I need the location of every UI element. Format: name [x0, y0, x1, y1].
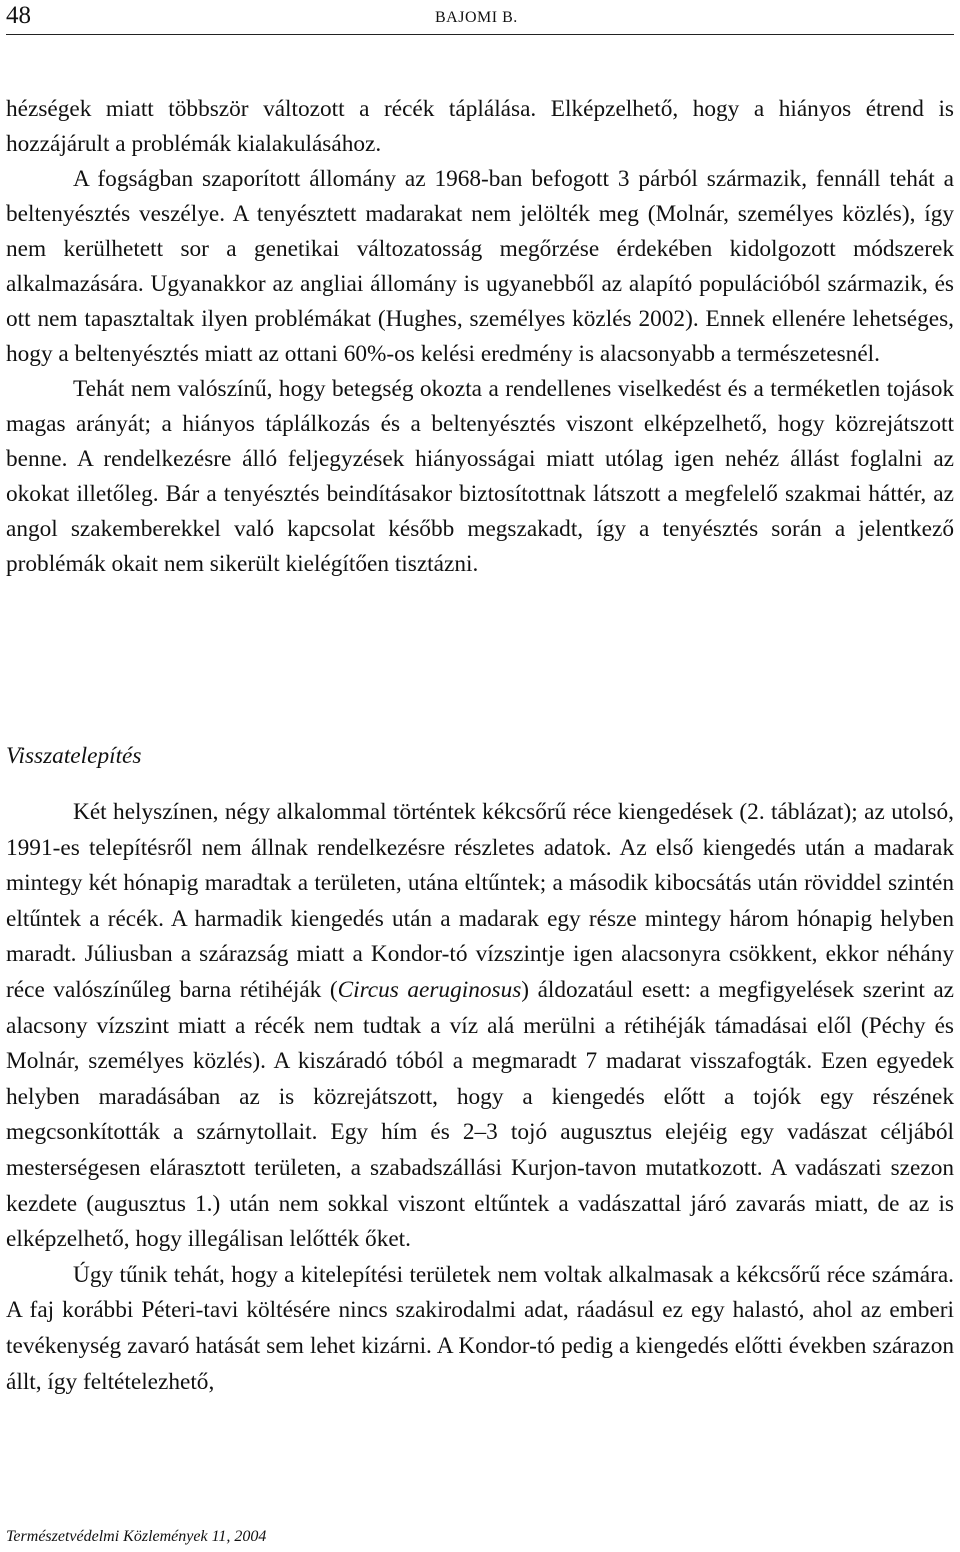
paragraph-text: Két helyszínen, négy alkalommal történtek kékcsőrű réce kiengedések (2. táblázat); az utolsó, 1991-es telepítésről nem állnak rendelkezésre részletes adatok. Az első kiengedés után a madarak mintegy két hónapig maradtak a területen, utána eltűntek; a második kibocsátás után röviddel szintén eltűntek a récék. A harmadik kiengedés után a madarak egy része mintegy három hónapig helyben maradt. Júliusban a szárazság miatt a Kondor-tó vízszintje igen alacsonyra csökkent, ekkor néhány réce valószínűleg barna rétihéják ( — [6, 799, 954, 1003]
body-text-section-1 — [6, 92, 954, 582]
paragraph: Tehát nem valószínű, hogy betegség okozta a rendellenes viselkedést és a terméketlen tojások magas arányát; a hiányos táplálkozás és a beltenyésztés viszont elképzelhető, hogy közrejátszott benne. A rendelkezésre álló feljegyzések hiányosságai miatt utólag igen nehéz állást foglalni az okokat illetőleg. Bár a tenyésztés beindításakor biztosítottnak látszott a megfelelő szakmai háttér, az angol szakemberekkel való kapcsolat később megszakadt, így a tenyésztés során a jelentkező problémák okait nem sikerült kielégítően tisztázni. — [6, 376, 954, 577]
page-header — [6, 0, 954, 35]
body-text-section-2 — [6, 795, 954, 1400]
paragraph: A fogságban szaporított állomány az 1968-ban befogott 3 párból származik, fennáll tehát a beltenyésztés veszélye. A tenyésztett madarakat nem jelölték meg (Molnár, személyes közlés), így nem kerülhetett sor a genetikai változatosság megőrzése érdekében kidolgozott módszerek alkalmazására. Ugyanakkor az angliai állomány is ugyanebből az alapító populációból származik, és ott nem tapasztaltak ilyen problémákat (Hughes, személyes közlés 2002). Ennek ellenére lehetséges, hogy a beltenyésztés miatt az ottani 60%-os kelési eredmény is alacsonyabb a természetesnél. — [6, 166, 954, 367]
running-head: BAJOMI B. — [435, 9, 518, 26]
species-name: Circus aeruginosus — [337, 976, 522, 1003]
section-heading: Visszatelepítés — [6, 743, 142, 769]
paragraph: Úgy tűnik tehát, hogy a kitelepítési területek nem voltak alkalmasak a kékcsőrű réce számára. A faj korábbi Péteri-tavi költésére nincs szakirodalmi adat, ráadásul ez egy halastó, ahol az emberi tevékenység zavaró hatását sem lehet kizárni. A Kondor-tó pedig a kiengedés előtti években szárazon állt, így feltételezhető, — [6, 1261, 954, 1395]
paragraph-text: ) áldozatául esett: a megfigyelések szerint az alacsony vízszint miatt a récék nem tudtak a víz alá merülni a rétihéják támadásai elől (Péchy és Molnár, személyes közlés). A kiszáradó tóból a megmaradt 7 madarat visszafogták. Ezen egyedek helyben maradásában az is közrejátszott, hogy a kiengedés előtt a tojók egy részének megcsonkították a szárnytollait. Egy hím és 2–3 tojó augusztus elejéig egy vadászat céljából mesterségesen elárasztott területen, a szabadszállási Kurjon-tavon mutatkozott. A vadászati szezon kezdete (augusztus 1.) után nem sokkal viszont eltűntek a vadászattal járó zavarás miatt, de az is elképzelhető, hogy illegálisan lelőtték őket. — [6, 976, 955, 1253]
journal-footer: Természetvédelmi Közlemények 11, 2004 — [6, 1528, 267, 1545]
paragraph — [6, 795, 954, 1258]
page-number: 48 — [6, 2, 31, 29]
paragraph: hézségek miatt többször változott a récék táplálása. Elképzelhető, hogy a hiányos étrend is hozzájárult a problémák kialakulásához. — [6, 96, 954, 157]
